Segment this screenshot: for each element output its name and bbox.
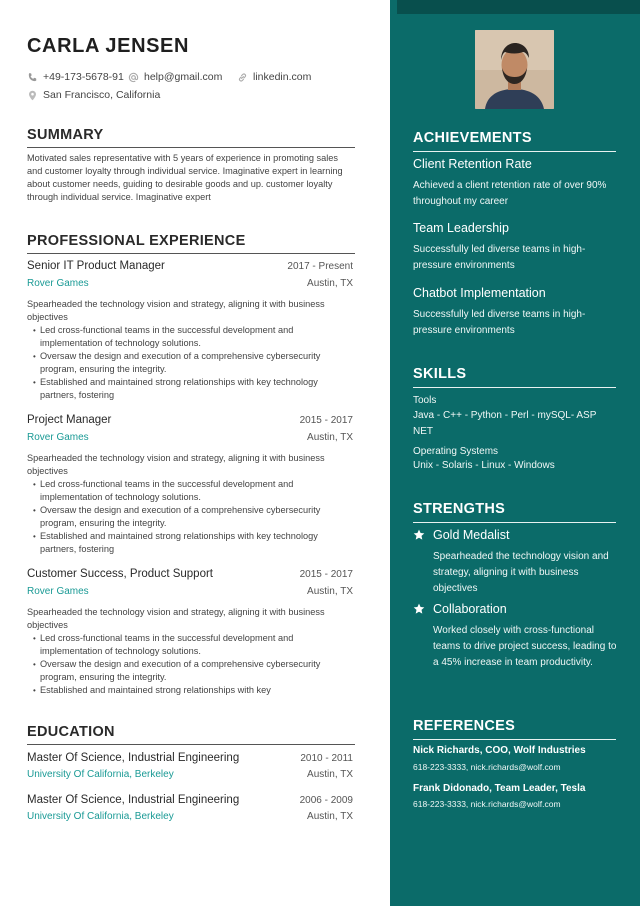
job-bullet: • Oversaw the design and execution of a comprehensive cybersecurity program, ensuring the integrity. — [33, 350, 353, 376]
profile-photo — [475, 30, 554, 109]
job-title: Customer Success, Product Support — [27, 568, 213, 580]
achievement-title: Chatbot Implementation — [413, 286, 546, 300]
edu-location: Austin, TX — [307, 811, 353, 822]
skill-group-value: Java - C++ - Python - Perl - mySQL- ASP NET — [413, 410, 597, 437]
job-bullet: • Established and maintained strong relationships with key — [33, 684, 353, 697]
contact-location — [27, 89, 160, 101]
contact-linkedin[interactable] — [237, 71, 311, 83]
job-location: Austin, TX — [307, 278, 353, 289]
contact-email[interactable] — [128, 71, 222, 83]
job-bullet: • Established and maintained strong relationships with key technology partners, fostering — [33, 530, 353, 556]
job-title: Senior IT Product Manager — [27, 260, 165, 272]
at-icon — [128, 72, 139, 83]
job-bullet: • Established and maintained strong relationships with key technology partners, fostering — [33, 376, 353, 402]
skills-heading: SKILLS — [413, 366, 616, 388]
reference-name: Frank Didonado, Team Leader, Tesla — [413, 783, 586, 794]
experience-heading: PROFESSIONAL EXPERIENCE — [27, 233, 355, 254]
location-text: San Francisco, California — [43, 89, 161, 101]
job-description: Spearheaded the technology vision and strategy, aligning it with business objectives — [27, 607, 325, 630]
edu-location: Austin, TX — [307, 769, 353, 780]
achievements-heading: ACHIEVEMENTS — [413, 130, 616, 152]
job-description: Spearheaded the technology vision and strategy, aligning it with business objectives — [27, 453, 325, 476]
edu-degree: Master Of Science, Industrial Engineering — [27, 794, 240, 806]
job-description: Spearheaded the technology vision and strategy, aligning it with business objectives — [27, 299, 325, 322]
strength-text: Spearheaded the technology vision and strategy, aligning it with business objectives — [433, 551, 609, 594]
summary-heading: SUMMARY — [27, 127, 355, 148]
references-heading: REFERENCES — [413, 718, 616, 740]
job-company: Rover Games — [27, 586, 89, 597]
strengths-heading: STRENGTHS — [413, 501, 616, 523]
candidate-name: CARLA JENSEN — [27, 35, 190, 57]
job-company: Rover Games — [27, 278, 89, 289]
job-date: 2015 - 2017 — [299, 569, 353, 580]
job-entry — [27, 414, 353, 556]
reference-contact[interactable]: 618-223-3333, nick.richards@wolf.com — [413, 762, 561, 772]
job-bullet: • Led cross-functional teams in the successful development and implementation of technology solutions. — [33, 632, 353, 658]
skill-group-label: Operating Systems — [413, 446, 499, 457]
skill-group-value: Unix - Solaris - Linux - Windows — [413, 460, 555, 471]
edu-date: 2006 - 2009 — [299, 795, 353, 806]
skill-group-label: Tools — [413, 395, 437, 406]
contact-phone — [27, 71, 124, 83]
edu-date: 2010 - 2011 — [300, 753, 353, 764]
education-entry — [27, 794, 353, 822]
strength-heading — [413, 528, 509, 542]
job-bullet: • Led cross-functional teams in the successful development and implementation of technology solutions. — [33, 478, 353, 504]
reference-name: Nick Richards, COO, Wolf Industries — [413, 745, 586, 756]
edu-school: University Of California, Berkeley — [27, 811, 174, 822]
location-pin-icon — [27, 90, 38, 101]
star-icon — [413, 529, 425, 541]
achievement-text: Achieved a client retention rate of over 90% throughout my career — [413, 180, 607, 207]
linkedin-text[interactable]: linkedin.com — [253, 71, 312, 83]
star-icon — [413, 603, 425, 615]
strength-title: Collaboration — [433, 602, 507, 616]
job-bullet: • Oversaw the design and execution of a comprehensive cybersecurity program, ensuring the integrity. — [33, 504, 353, 530]
job-date: 2015 - 2017 — [299, 415, 353, 426]
link-icon — [237, 72, 248, 83]
right-top-accent-bar — [397, 0, 640, 14]
job-title: Project Manager — [27, 414, 112, 426]
education-entry — [27, 752, 353, 780]
edu-school: University Of California, Berkeley — [27, 769, 174, 780]
education-heading: EDUCATION — [27, 724, 355, 745]
achievement-text: Successfully led diverse teams in high-pressure environments — [413, 244, 586, 271]
phone-text: +49-173-5678-91 — [43, 71, 124, 83]
job-location: Austin, TX — [307, 586, 353, 597]
strength-heading — [413, 602, 507, 616]
edu-degree: Master Of Science, Industrial Engineering — [27, 752, 240, 764]
job-company: Rover Games — [27, 432, 89, 443]
job-date: 2017 - Present — [287, 261, 353, 272]
achievement-text: Successfully led diverse teams in high-pressure environments — [413, 309, 586, 336]
job-entry — [27, 260, 353, 402]
email-text[interactable]: help@gmail.com — [144, 71, 223, 83]
job-bullet: • Led cross-functional teams in the successful development and implementation of technology solutions. — [33, 324, 353, 350]
job-bullets — [33, 632, 353, 697]
person-portrait-icon — [475, 30, 554, 109]
job-entry — [27, 568, 353, 697]
summary-text: Motivated sales representative with 5 years of experience in promoting sales and customer loyalty through individual service. Imaginative expert in learning about customer needs, guiding to desirable goods and up. customer loyalty through individual service. Imaginative expert — [27, 153, 343, 202]
phone-icon — [27, 72, 38, 83]
achievement-title: Team Leadership — [413, 221, 509, 235]
job-bullet: • Oversaw the design and execution of a comprehensive cybersecurity program, ensuring the integrity. — [33, 658, 353, 684]
reference-contact[interactable]: 618-223-3333, nick.richards@wolf.com — [413, 799, 561, 809]
job-location: Austin, TX — [307, 432, 353, 443]
achievement-title: Client Retention Rate — [413, 157, 532, 171]
job-bullets — [33, 324, 353, 402]
strength-title: Gold Medalist — [433, 528, 510, 542]
job-bullets — [33, 478, 353, 556]
strength-text: Worked closely with cross-functional teams to drive project success, leading to a 45% increase in team productivity. — [433, 625, 617, 668]
